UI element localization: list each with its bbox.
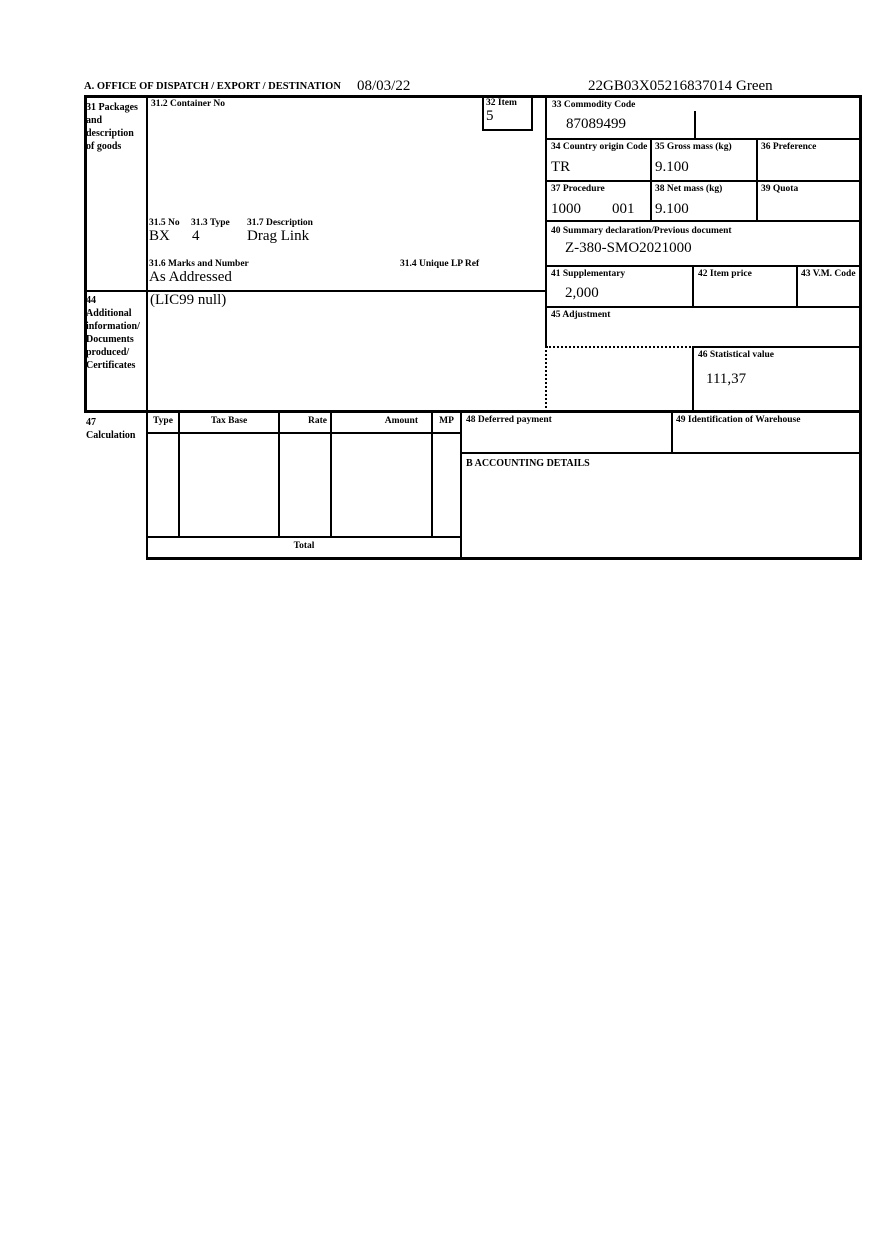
row48-divider: [460, 452, 862, 454]
box31-4-lp-ref-label: 31.4 Unique LP Ref: [400, 259, 480, 269]
calc-col-rate-divider: [330, 410, 332, 538]
form-border-right: [859, 95, 862, 560]
col41-42-divider: [692, 265, 694, 308]
calc-header-mp: MP: [439, 416, 454, 426]
box49-warehouse-label: 49 Identification of Warehouse: [676, 415, 801, 425]
movement-reference-number: 22GB03X05216837014: [588, 78, 733, 94]
box32-item-label: 32 Item: [486, 98, 517, 108]
box46-statistical-label: 46 Statistical value: [698, 350, 774, 360]
box43-vm-code-label: 43 V.M. Code: [801, 269, 856, 279]
box47-label: 47 Calculation: [86, 417, 136, 441]
calc-header-type: Type: [153, 416, 173, 426]
box39-quota-label: 39 Quota: [761, 184, 799, 194]
box31-label: 31 Packages and description of goods: [86, 102, 138, 152]
label-column-divider: [146, 95, 148, 413]
box40-summary-value: Z-380-SMO2021000: [565, 240, 692, 256]
accounting-details-label: B ACCOUNTING DETAILS: [466, 458, 590, 469]
box38-net-mass-value: 9.100: [655, 201, 689, 217]
form-border-bottom: [146, 557, 862, 560]
box36-preference-label: 36 Preference: [761, 142, 817, 152]
box31-3-type-label: 31.3 Type: [191, 218, 230, 228]
box32-border-left: [482, 95, 484, 131]
box31-3-type-value: 4: [192, 228, 200, 244]
calc-total-label: Total: [293, 541, 315, 551]
box33-commodity-label: 33 Commodity Code: [552, 100, 636, 110]
box45-adjustment-label: 45 Adjustment: [551, 310, 611, 320]
col42-43-divider: [796, 265, 798, 308]
box46-border-left: [692, 346, 694, 412]
calc-header-amount: Amount: [384, 416, 418, 426]
box32-item-value: 5: [486, 108, 494, 124]
calc-col-taxbase-divider: [278, 410, 280, 538]
col48-49-divider: [671, 410, 673, 454]
box31-6-marks-label: 31.6 Marks and Number: [149, 259, 249, 269]
row33-divider: [546, 138, 862, 140]
calc-col-type-divider: [178, 410, 180, 538]
dispatch-date: 08/03/22: [357, 78, 411, 94]
box46-border-top: [692, 346, 862, 348]
box31-5-no-label: 31.5 No: [149, 218, 180, 228]
form-border-top: [84, 95, 862, 98]
office-of-dispatch-label: A. OFFICE OF DISPATCH / EXPORT / DESTINATION: [84, 81, 341, 92]
box31-6-marks-value: As Addressed: [149, 269, 232, 285]
mid-heavy-divider: [84, 410, 862, 413]
box44-label: 44 Additional information/ Documents produced/ Certificates: [86, 295, 140, 371]
row34-divider: [546, 180, 862, 182]
calc-header-divider: [146, 432, 462, 434]
commodity-code-subdivider: [694, 111, 696, 140]
box34-origin-label: 34 Country origin Code: [551, 142, 648, 152]
calc-header-rate: Rate: [308, 416, 327, 426]
row40-divider: [546, 265, 862, 267]
box35-gross-mass-value: 9.100: [655, 159, 689, 175]
box31-7-description-label: 31.7 Description: [247, 218, 313, 228]
calc-header-tax-base: Tax Base: [210, 416, 248, 426]
box37-procedure-label: 37 Procedure: [551, 184, 605, 194]
adjustment-dotted-left: [545, 346, 547, 412]
calc-body-divider: [146, 536, 462, 538]
box37-procedure-value2: 001: [612, 201, 635, 217]
adjustment-dotted-top: [546, 346, 694, 348]
box33-commodity-value: 87089499: [566, 116, 626, 132]
box42-item-price-label: 42 Item price: [698, 269, 752, 279]
box35-gross-mass-label: 35 Gross mass (kg): [655, 142, 732, 152]
box31-5-no-value: BX: [149, 228, 170, 244]
box48-deferred-label: 48 Deferred payment: [466, 415, 552, 425]
calc-col-amount-divider: [431, 410, 433, 538]
box32-border-right: [531, 95, 533, 131]
row41-divider: [546, 306, 862, 308]
row37-divider: [546, 220, 862, 222]
box41-supplementary-label: 41 Supplementary: [551, 269, 626, 279]
box37-procedure-value1: 1000: [551, 201, 581, 217]
box34-origin-value: TR: [551, 159, 571, 175]
routing-status: Green: [736, 78, 773, 94]
box44-value: (LIC99 null): [150, 292, 227, 308]
box38-net-mass-label: 38 Net mass (kg): [655, 184, 723, 194]
box40-summary-label: 40 Summary declaration/Previous document: [551, 226, 732, 236]
box31-7-description-value: Drag Link: [247, 228, 310, 244]
box32-border-bottom: [482, 129, 533, 131]
box31-2-container-label: 31.2 Container No: [151, 99, 225, 109]
box46-statistical-value: 111,37: [706, 371, 747, 387]
box41-supplementary-value: 2,000: [565, 285, 599, 301]
